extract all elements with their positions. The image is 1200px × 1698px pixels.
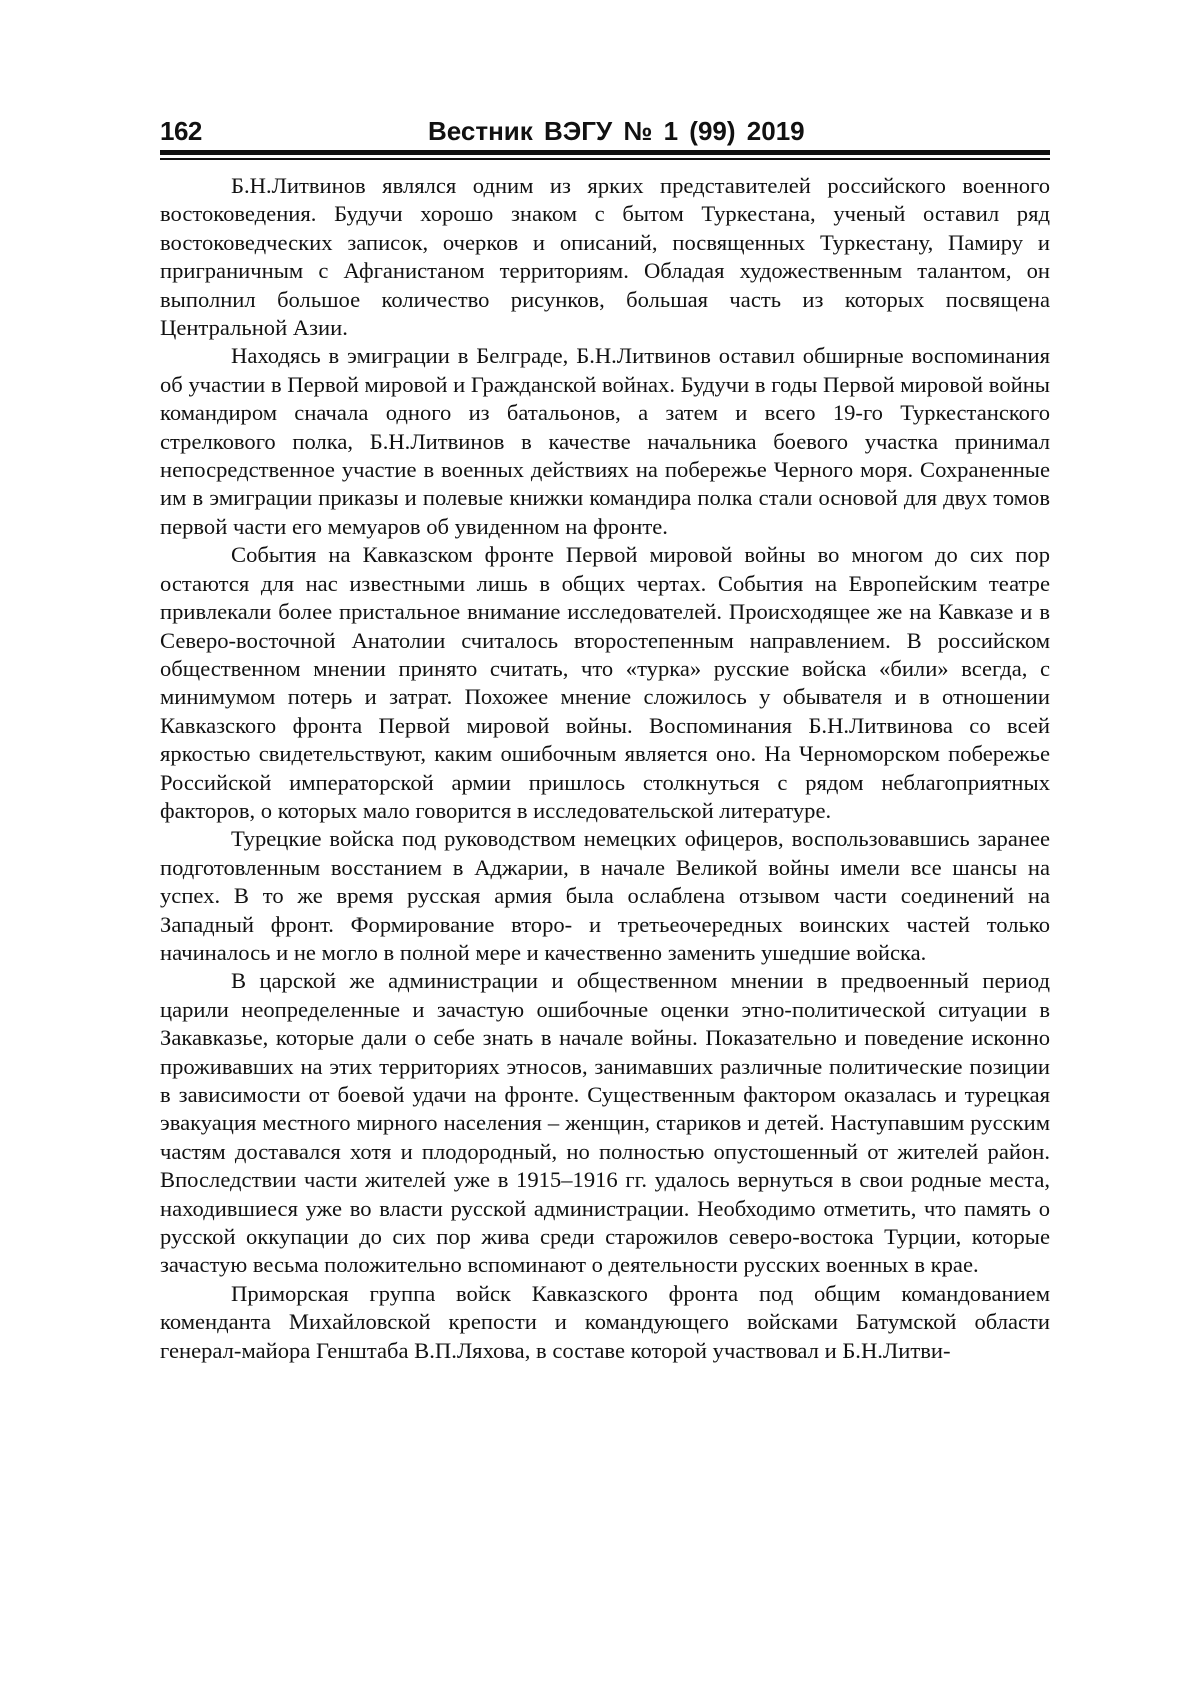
page-number: 162 [160, 116, 202, 146]
paragraph: Турецкие войска под руководством немецких офицеров, воспользовавшись заранее подготовленным восстанием в Аджарии, в начале Великой войны имели все шансы на успех. В то же время русская армия была ослаблена отзывом части соединений на Западный фронт. Формирование второ- и третьеочередных воинских частей только начиналось и не могло в полной мере и качественно заменить ушедшие войска. [160, 826, 1050, 965]
paragraph: События на Кавказском фронте Первой мировой войны во многом до сих пор остаются для нас известными лишь в общих чертах. События на Европейским театре привлекали более пристальное внимание исследователей. Происходящее же на Кавказе и в Северо-восточной Анатолии считалось второстепенным направлением. В российском общественном мнении принято считать, что «турка» русские войска «били» всегда, с минимумом потерь и затрат. Похожее мнение сложилось у обывателя и в отношении Кавказского фронта Первой мировой войны. Воспоминания Б.Н.Литвинова со всей яркостью свидетельствуют, каким ошибочным является оно. На Черноморском побережье Российской императорской армии пришлось столкнуться с рядом неблагоприятных факторов, о которых мало говорится в исследовательской литературе. [160, 542, 1050, 823]
paragraph: Б.Н.Литвинов являлся одним из ярких представителей российского военного востоковедения. Будучи хорошо знаком с бытом Туркестана, ученый оставил ряд востоковедческих записок, очерков и описаний, посвященных Туркестану, Памиру и приграничным с Афганистаном территориям. Обладая художественным талантом, он выполнил большое количество рисунков, большая часть из которых посвящена Центральной Азии. [160, 173, 1050, 341]
article-body [160, 172, 1050, 1365]
paragraph: Находясь в эмиграции в Белграде, Б.Н.Литвинов оставил обширные воспоминания об участии в Первой мировой и Гражданской войнах. Будучи в годы Первой мировой войны командиром сначала одного из батальонов, а затем и всего 19-го Туркестанского стрелкового полка, Б.Н.Литвинов в качестве начальника боевого участка принимал непосредственное участие в военных действиях на побережье Черного моря. Сохраненные им в эмиграции приказы и полевые книжки командира полка стали основой для двух томов первой части его мемуаров об увиденном на фронте. [160, 343, 1050, 539]
running-header [160, 116, 1050, 148]
journal-title: Вестник ВЭГУ № 1 (99) 2019 [428, 116, 805, 146]
paragraph: В царской же администрации и общественном мнении в предвоенный период царили неопределенные и зачастую ошибочные оценки этно-политической ситуации в Закавказье, которые дали о себе знать в начале войны. Показательно и поведение исконно проживавших на этих территориях этносов, занимавших различные политические позиции в зависимости от боевой удачи на фронте. Существенным фактором оказалась и турецкая эвакуация местного мирного населения – женщин, стариков и детей. Наступавшим русским частям доставался хотя и плодородный, но полностью опустошенный от жителей район. Впоследствии части жителей уже в 1915–1916 гг. удалось вернуться в свои родные места, находившиеся уже во власти русской администрации. Необходимо отметить, что память о русской оккупации до сих пор жива среди старожилов северо-востока Турции, которые зачастую весьма положительно вспоминают о деятельности русских военных в крае. [160, 968, 1050, 1278]
header-rule-thin [160, 158, 1050, 160]
header-rule-thick [160, 150, 1050, 155]
paragraph: Приморская группа войск Кавказского фронта под общим командованием коменданта Михайловской крепости и командующего войсками Батумской области генерал-майора Генштаба В.П.Ляхова, в составе которой участвовал и Б.Н.Литви- [160, 1280, 1050, 1363]
